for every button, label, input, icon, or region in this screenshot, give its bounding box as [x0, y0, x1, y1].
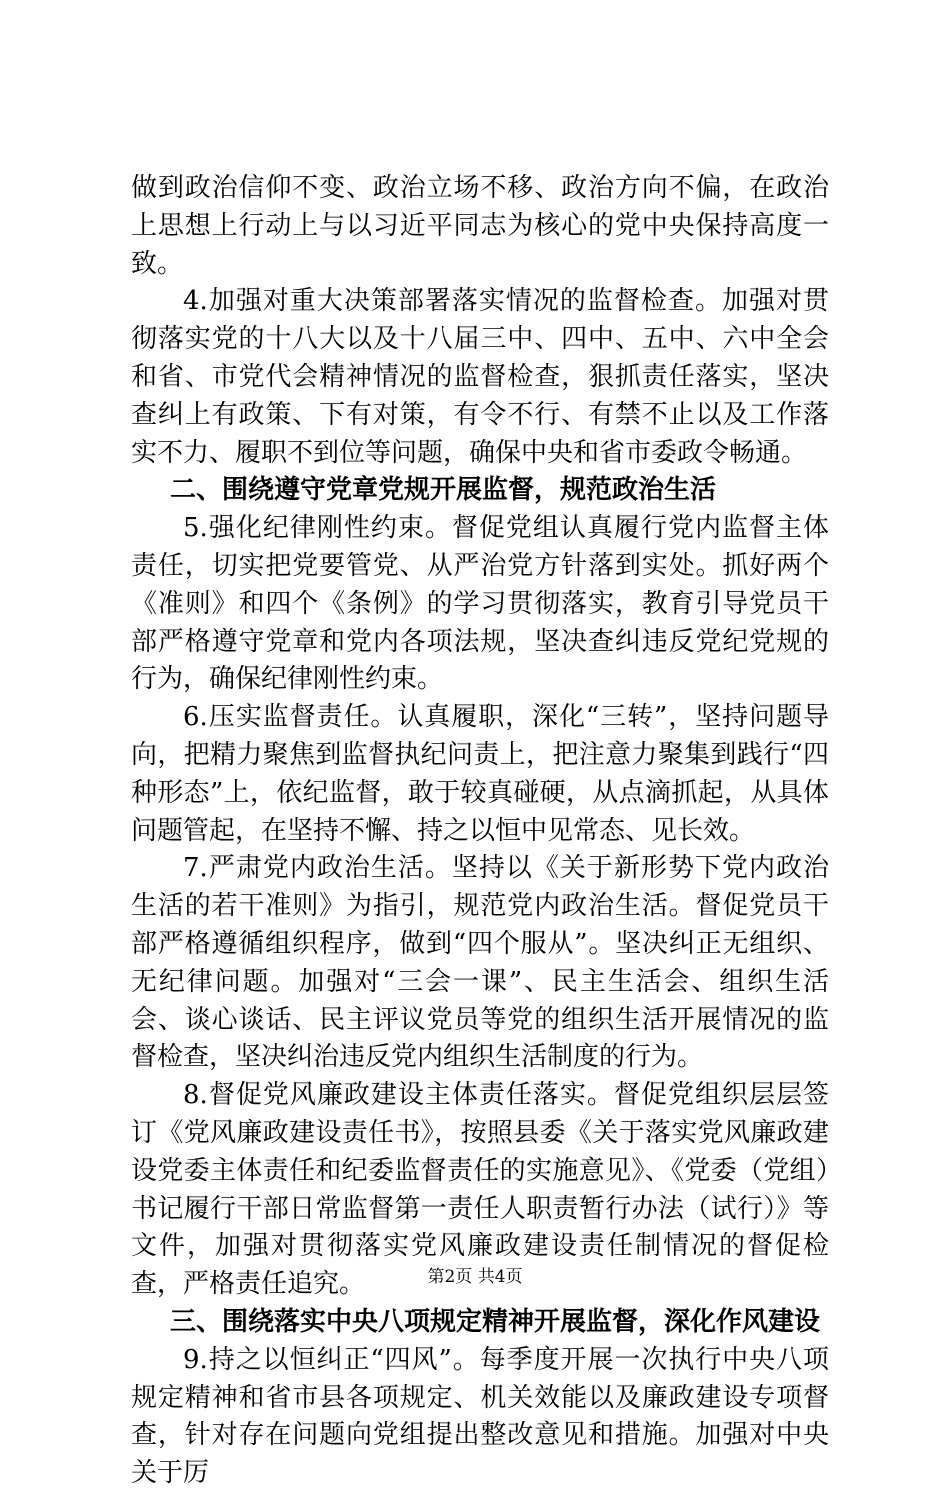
paragraph-item-6: 6.压实监督责任。认真履职，深化“三转”，坚持问题导向，把精力聚焦到监督执纪问责上，把注意力聚集到践行“四种形态”上，依纪监督，敢于较真碰硬，从点滴抓起，从具体问题管起，在坚持不懈、持之以恒中见常态、见长效。: [131, 702, 829, 846]
section-heading-3: 三、围绕落实中央八项规定精神开展监督，深化作风建设: [170, 1306, 821, 1337]
paragraph-item-7: 7.严肃党内政治生活。坚持以《关于新形势下党内政治生活的若干准则》为指引，规范党内政治生活。督促党员干部严格遵循组织程序，做到“四个服从”。坚决纠正无组织、无纪律问题。加强对“三会一课”、民主生活会、组织生活会、谈心谈话、民主评议党员等党的组织生活开展情况的监督检查，坚决纠治违反党内组织生活制度的行为。: [131, 853, 829, 1073]
paragraph-item-9: 9.持之以恒纠正“四风”。每季度开展一次执行中央八项规定精神和省市县各项规定、机关效能以及廉政建设专项督查，针对存在问题向党组提出整改意见和措施。加强对中央关于厉: [131, 1344, 829, 1489]
paragraph-item-8: 8.督促党风廉政建设主体责任落实。督促党组织层层签订《党风廉政建设责任书》，按照县委《关于落实党风廉政建设党委主体责任和纪委监督责任的实施意见》、《党委（党组）书记履行干部日常监督第一责任人职责暂行办法（试行）》等文件，加强对贯彻落实党风廉政建设责任制情况的督促检查，严格责任追究。: [131, 1080, 829, 1300]
paragraph-item-5: 5.强化纪律刚性约束。督促党组认真履行党内监督主体责任，切实把党要管党、从严治党方针落到实处。抓好两个《准则》和四个《条例》的学习贯彻落实，教育引导党员干部严格遵守党章和党内各项法规，坚决查纠违反党纪党规的行为，确保纪律刚性约束。: [131, 513, 829, 695]
section-heading-2: 二、围绕遵守党章党规开展监督，规范政治生活: [170, 475, 717, 506]
paragraph-item-4: 4.加强对重大决策部署落实情况的监督检查。加强对贯彻落实党的十八大以及十八届三中、四中、五中、六中全会和省、市党代会精神情况的监督检查，狠抓责任落实，坚决查纠上有政策、下有对策，有令不行、有禁不止以及工作落实不力、履职不到位等问题，确保中央和省市委政令畅通。: [131, 286, 829, 468]
document-body: [131, 170, 829, 1493]
page-footer: 第2页 共4页: [427, 1267, 523, 1287]
paragraph-continuation: 做到政治信仰不变、政治立场不移、政治方向不偏，在政治上思想上行动上与以习近平同志为核心的党中央保持高度一致。: [131, 173, 829, 279]
